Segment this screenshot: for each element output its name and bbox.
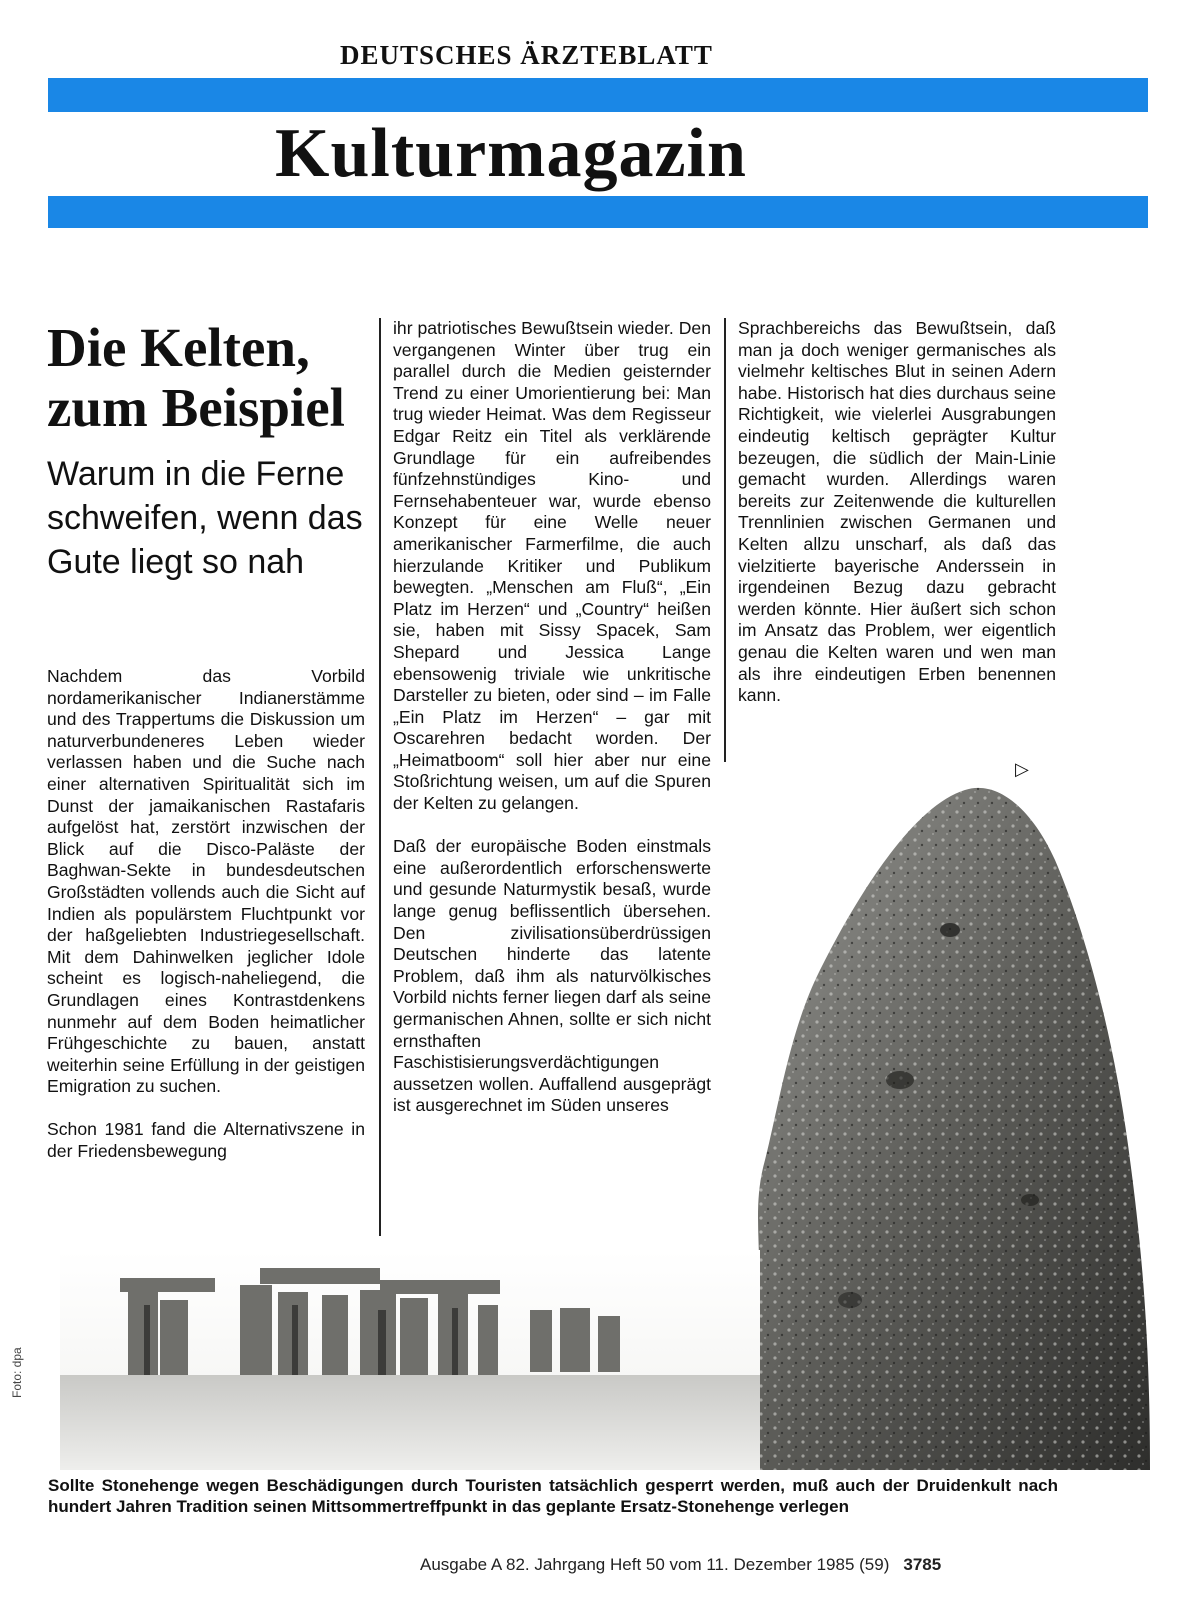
text-column-2 xyxy=(393,318,711,1117)
issue-info: Ausgabe A 82. Jahrgang Heft 50 vom 11. Dezember 1985 (59) xyxy=(420,1555,890,1574)
page-number: 3785 xyxy=(903,1555,942,1574)
column-2-paragraph-2: Daß der europäische Boden einstmals eine außerordentlich erforschenswerte und gesunde Naturmystik besaß, wurde lange genug beflissentlich übersehen. Den zivilisationsüberdrüssigen Deutschen hinderte das latente Problem, daß ihm als naturvölkisches Vorbild nichts ferner liegen darf als seine germanischen Ahnen, sollte er sich nicht ernsthaften Faschistisierungsverdächtigungen aussetzen wollen. Auffallend ausgeprägt ist ausgerechnet im Süden unseres xyxy=(393,836,711,1116)
article-headline xyxy=(47,318,377,438)
column-divider-1 xyxy=(379,318,381,1236)
column-divider-2 xyxy=(724,318,726,762)
text-column-3 xyxy=(738,318,1056,707)
standing-stone-photo xyxy=(730,780,1150,1470)
page-footer xyxy=(420,1555,941,1575)
column-1-paragraph-2: Schon 1981 fand die Alternativszene in der Friedensbewegung xyxy=(47,1119,365,1162)
column-3-paragraph-1: Sprachbereichs das Bewußtsein, daß man ja doch weniger germanisches als vielmehr keltisches Blut in seinen Adern habe. Historisch hat dies durchaus seine Richtigkeit, wie vielerlei Ausgrabungen eindeutig keltisch geprägter Kultur bezeugen, die südlich der Main-Linie gemacht wurden. Allerdings waren bereits zur Zeitenwende die kulturellen Trennlinien zwischen Germanen und Kelten allzu unscharf, als daß das vielzitierte bayerische Anderssein in irgendeinen Bezug dazu gebracht werden könnte. Hier äußert sich schon im Ansatz das Problem, wer eigentlich genau die Kelten waren und wen man als ihre eindeutigen Erben benennen kann. xyxy=(738,318,1056,706)
article-subhead: Warum in die Ferne schweifen, wenn das Gute liegt so nah xyxy=(47,455,363,581)
stonehenge-photo xyxy=(60,1250,760,1470)
photo-caption: Sollte Stonehenge wegen Beschädigungen durch Touristen tatsächlich gesperrt werden, muß auch der Druidenkult nach hundert Jahren Tradition seinen Mittsommertreffpunkt in das geplante Ersatz-Stonehenge verlegen xyxy=(48,1476,1058,1516)
masthead: DEUTSCHES ÄRZTEBLATT xyxy=(340,40,713,70)
bottom-blue-band xyxy=(48,196,1148,228)
photo-credit: Foto: dpa xyxy=(10,1347,24,1398)
headline-line-2: zum Beispiel xyxy=(47,377,345,438)
top-blue-band xyxy=(48,78,1148,112)
continue-arrow-icon: ▷ xyxy=(1015,759,1029,779)
section-title: Kulturmagazin xyxy=(275,115,747,192)
column-1-paragraph-1: Nachdem das Vorbild nordamerikanischer Indianerstämme und des Trappertums die Diskussion um naturverbundeneres Leben wieder verlassen haben und die Suche nach einer alternativen Spiritualität sich im Dunst der jamaikanischen Rastafaris aufgelöst hat, zerstört inzwischen der Blick auf die Disco-Paläste der Baghwan-Sekte in bundesdeutschen Großstädten vollends auch die Sicht auf Indien als populärstem Fluchtpunkt vor der haßgeliebten Industriegesellschaft. Mit dem Dahinwelken jeglicher Idole scheint es logisch-naheliegend, die Grundlagen eines Kontrastdenkens nunmehr auf dem Boden heimatlicher Frühgeschichte zu bauen, anstatt weiterhin seine Erfüllung in der geistigen Emigration zu suchen. xyxy=(47,666,365,1097)
headline-line-1: Die Kelten, xyxy=(47,317,310,378)
column-2-paragraph-1: ihr patriotisches Bewußtsein wieder. Den vergangenen Winter über trug ein parallel durch die Medien geisternder Trend zu einer Umorientierung bei: Man trug wieder Heimat. Was dem Regisseur Edgar Reitz ein Titel als verklärende Grundlage für ein aufreibendes fünfzehnstündiges Kino- und Fernsehabenteuer war, wurde ebenso Konzept für eine Welle neuer amerikanischer Farmerfilme, die auch hierzulande Kritiker und Publikum bewegten. „Menschen am Fluß“, „Ein Platz im Herzen“ und „Country“ heißen sie, haben mit Sissy Spacek, Sam Shepard und Jessica Lange ebensowenig triviale wie unkritische Darsteller zu bieten, oder sind – im Falle „Ein Platz im Herzen“ – gar mit Oscarehren bedacht worden. Der „Heimatboom“ soll hier aber nur eine Stoßrichtung weisen, um auf die Spuren der Kelten zu gelangen. xyxy=(393,318,711,814)
text-column-1 xyxy=(47,666,365,1163)
